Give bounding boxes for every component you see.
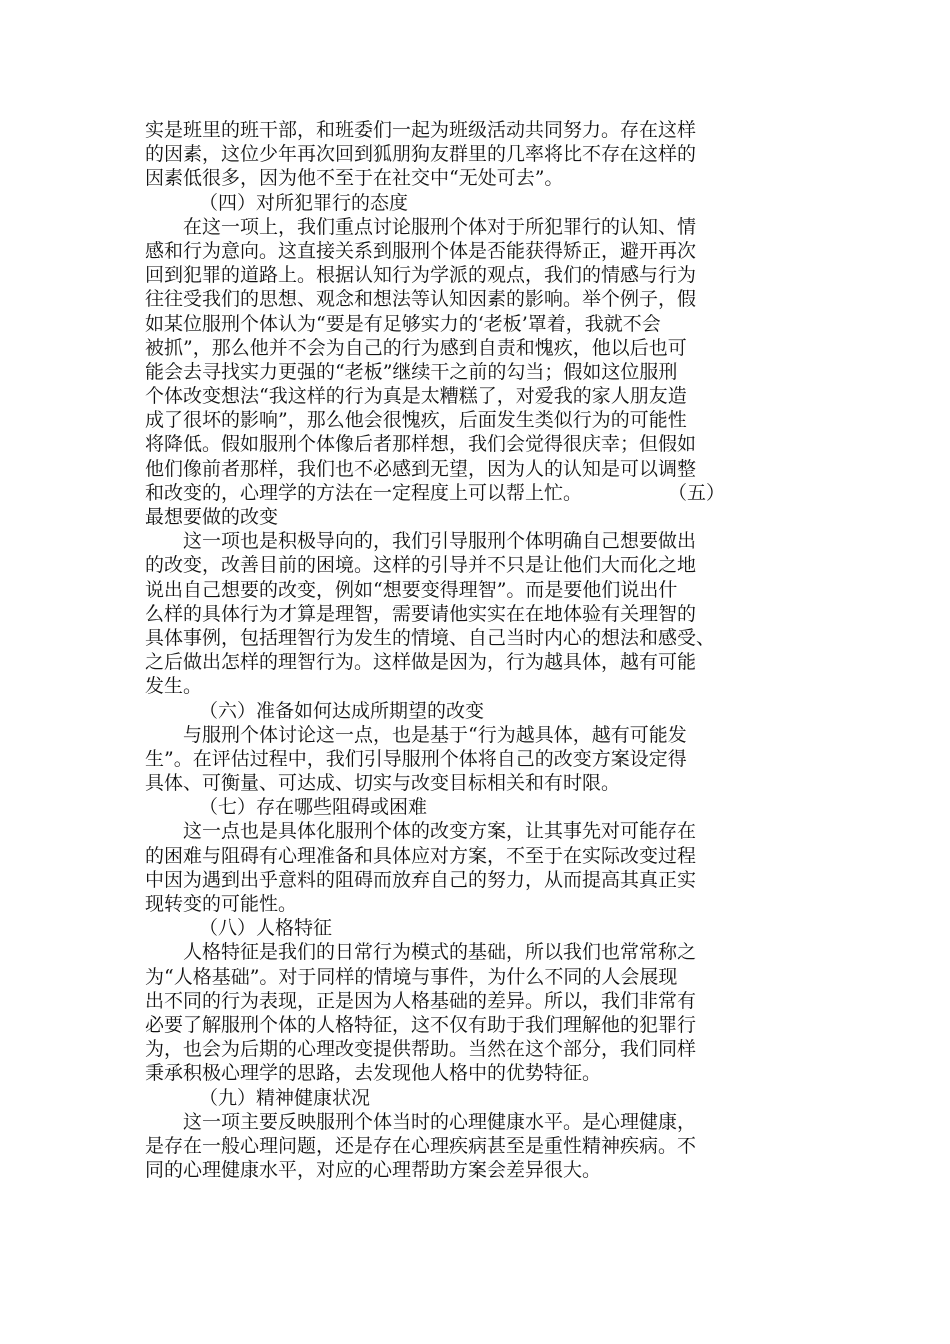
text-line: 是存在一般心理问题，还是存在心理疾病甚至是重性精神疾病。不: [145, 1134, 697, 1157]
document-page: [145, 118, 813, 1182]
paragraph-continued: [145, 118, 813, 191]
text-line: 为“人格基础”。对于同样的情境与事件，为什么不同的人会展现: [145, 965, 678, 988]
section-heading-4: （四）对所犯罪行的态度: [199, 191, 409, 214]
text-line: 能会去寻找实力更强的“老板”继续干之前的勾当；假如这位服刑: [145, 360, 678, 383]
text-line: 个体改变想法“我这样的行为真是太糟糕了，对爱我的家人朋友造: [145, 385, 687, 408]
text-line: 现转变的可能性。: [145, 893, 298, 915]
text-line: 这一项也是积极导向的，我们引导服刑个体明确自己想要做出: [183, 530, 697, 553]
text-line: 同的心理健康水平，对应的心理帮助方案会差异很大。: [145, 1159, 602, 1182]
text-line: 因素低很多，因为他不至于在社交中“无处可去”。: [145, 167, 564, 190]
text-line: 之后做出怎样的理智行为。这样做是因为，行为越具体，越有可能: [145, 651, 697, 674]
text-line: 的改变，改善目前的困境。这样的引导并不只是让他们大而化之地: [145, 554, 697, 577]
paragraph-achieve-change: [145, 723, 813, 796]
section-heading-5-number: （五）: [668, 481, 726, 504]
section-heading-7: （七）存在哪些阻碍或困难: [199, 796, 428, 819]
text-line: 往往受我们的思想、观念和想法等认知因素的影响。举个例子，假: [145, 288, 697, 311]
text-line: 在这一项上，我们重点讨论服刑个体对于所犯罪行的认知、情: [183, 215, 697, 238]
text-line: 必要了解服刑个体的人格特征，这不仅有助于我们理解他的犯罪行: [145, 1013, 697, 1036]
paragraph-mental-health: [145, 1110, 813, 1183]
text-line: 么样的具体行为才算是理智，需要请他实实在在地体验有关理智的: [145, 602, 697, 625]
text-line: 实是班里的班干部，和班委们一起为班级活动共同努力。存在这样: [145, 119, 697, 141]
text-line: 中因为遇到出乎意料的阻碍而放弃自己的努力，从而提高其真正实: [145, 868, 697, 891]
text-line: 回到犯罪的道路上。根据认知行为学派的观点，我们的情感与行为: [145, 264, 697, 287]
text-line: 出不同的行为表现，正是因为人格基础的差异。所以，我们非常有: [145, 989, 697, 1012]
text-line-with-heading: [145, 481, 813, 505]
text-line: 如某位服刑个体认为“要是有足够实力的‘老板’罩着，我就不会: [145, 312, 661, 335]
text-line: 成了很坏的影响”，那么他会很愧疚，后面发生类似行为的可能性: [145, 409, 687, 432]
text-line: 人格特征是我们的日常行为模式的基础，所以我们也常常称之: [183, 941, 697, 964]
text-line: 将降低。假如服刑个体像后者那样想，我们会觉得很庆幸；但假如: [145, 433, 697, 456]
paragraph-attitude: [145, 215, 813, 505]
text-line: 具体、可衡量、可达成、切实与改变目标相关和有时限。: [145, 772, 621, 795]
text-line: 被抓”，那么他并不会为自己的行为感到自责和愧疚，他以后也可: [145, 336, 687, 359]
text-line: 发生。: [145, 675, 203, 698]
text-line: 他们像前者那样，我们也不必感到无望，因为人的认知是可以调整: [145, 457, 697, 480]
text-line: 为，也会为后期的心理改变提供帮助。当然在这个部分，我们同样: [145, 1038, 697, 1061]
paragraph-personality: [145, 940, 813, 1085]
text-line: 生”。在评估过程中，我们引导服刑个体将自己的改变方案设定得: [145, 747, 687, 770]
text-line: 的因素，这位少年再次回到狐朋狗友群里的几率将比不存在这样的: [145, 143, 697, 166]
paragraph-obstacles: [145, 819, 813, 916]
text-line: 秉承积极心理学的思路，去发现他人格中的优势特征。: [145, 1062, 602, 1085]
paragraph-desired-change: [145, 529, 813, 698]
text-segment: 和改变的，心理学的方法在一定程度上可以帮上忙。: [145, 481, 583, 504]
text-line: 这一点也是具体化服刑个体的改变方案，让其事先对可能存在: [183, 820, 697, 843]
text-line: 这一项主要反映服刑个体当时的心理健康水平。是心理健康，: [183, 1110, 697, 1133]
text-line: 具体事例，包括理智行为发生的情境、自己当时内心的想法和感受、: [145, 626, 716, 649]
section-heading-6: （六）准备如何达成所期望的改变: [199, 699, 485, 722]
section-heading-5-title: 最想要做的改变: [145, 506, 279, 528]
section-heading-8: （八）人格特征: [199, 917, 333, 940]
text-line: 感和行为意向。这直接关系到服刑个体是否能获得矫正，避开再次: [145, 239, 697, 262]
section-heading-9: （九）精神健康状况: [199, 1086, 371, 1109]
text-line: 与服刑个体讨论这一点，也是基于“行为越具体，越有可能发: [183, 723, 687, 746]
text-line: 说出自己想要的改变，例如“想要变得理智”。而是要他们说出什: [145, 578, 678, 601]
text-line: 的困难与阻碍有心理准备和具体应对方案，不至于在实际改变过程: [145, 844, 697, 867]
